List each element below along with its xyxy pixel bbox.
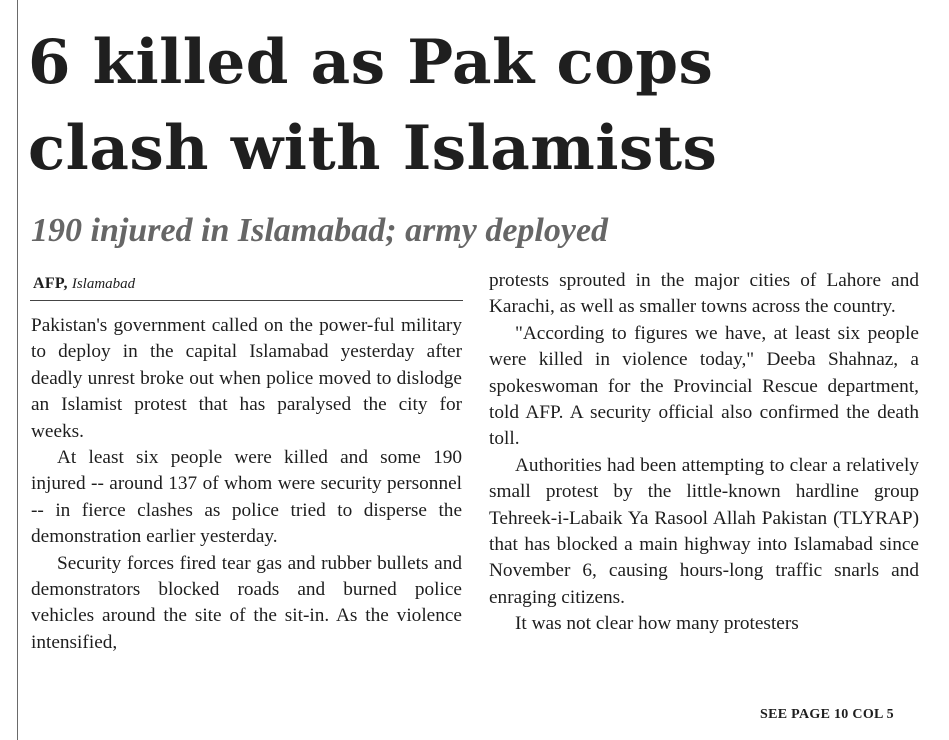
byline bbox=[33, 274, 135, 294]
paragraph: Pakistan's government called on the power-ful military to deploy in the capital Islamabad yesterday after deadly unrest broke out when police moved to dislodge an Islamist protest that has paralysed the city for weeks. bbox=[31, 315, 462, 442]
subheadline: 190 injured in Islamabad; army deployed bbox=[31, 212, 609, 249]
headline-line-2: clash with Islamists bbox=[28, 113, 718, 184]
paragraph: protests sprouted in the major cities of Lahore and Karachi, as well as smaller towns across the country. bbox=[489, 270, 919, 318]
headline bbox=[28, 20, 928, 192]
paragraph: It was not clear how many protesters bbox=[515, 613, 799, 635]
article-column-1 bbox=[31, 313, 462, 656]
continued-on-jump-line: SEE PAGE 10 COL 5 bbox=[760, 707, 894, 722]
paragraph: "According to figures we have, at least six people were killed in violence today," Deeba Shahnaz, a spokeswoman for the Provincial Rescue department, told AFP. A security official also confirmed the death toll. bbox=[489, 322, 919, 450]
byline-agency: AFP, bbox=[33, 275, 68, 292]
byline-location: Islamabad bbox=[71, 276, 136, 292]
paragraph: Security forces fired tear gas and rubber bullets and demonstrators blocked roads and burned police vehicles around the site of the sit-in. As the violence intensified, bbox=[31, 552, 462, 653]
article-column-2 bbox=[489, 268, 919, 638]
headline-line-1: 6 killed as Pak cops bbox=[28, 27, 714, 98]
column-rule bbox=[17, 0, 18, 740]
paragraph: Authorities had been attempting to clear a relatively small protest by the little-known hardline group Tehreek-i-Labaik Ya Rasool Allah Pakistan (TLYRAP) that has blocked a main highway into Islamabad since November 6, causing hours-long traffic snarls and enraging citizens. bbox=[489, 454, 919, 608]
paragraph: At least six people were killed and some 190 injured -- around 137 of whom were security personnel -- in fierce clashes as police tried to disperse the demonstration earlier yesterday. bbox=[31, 447, 462, 548]
byline-divider bbox=[30, 300, 463, 301]
